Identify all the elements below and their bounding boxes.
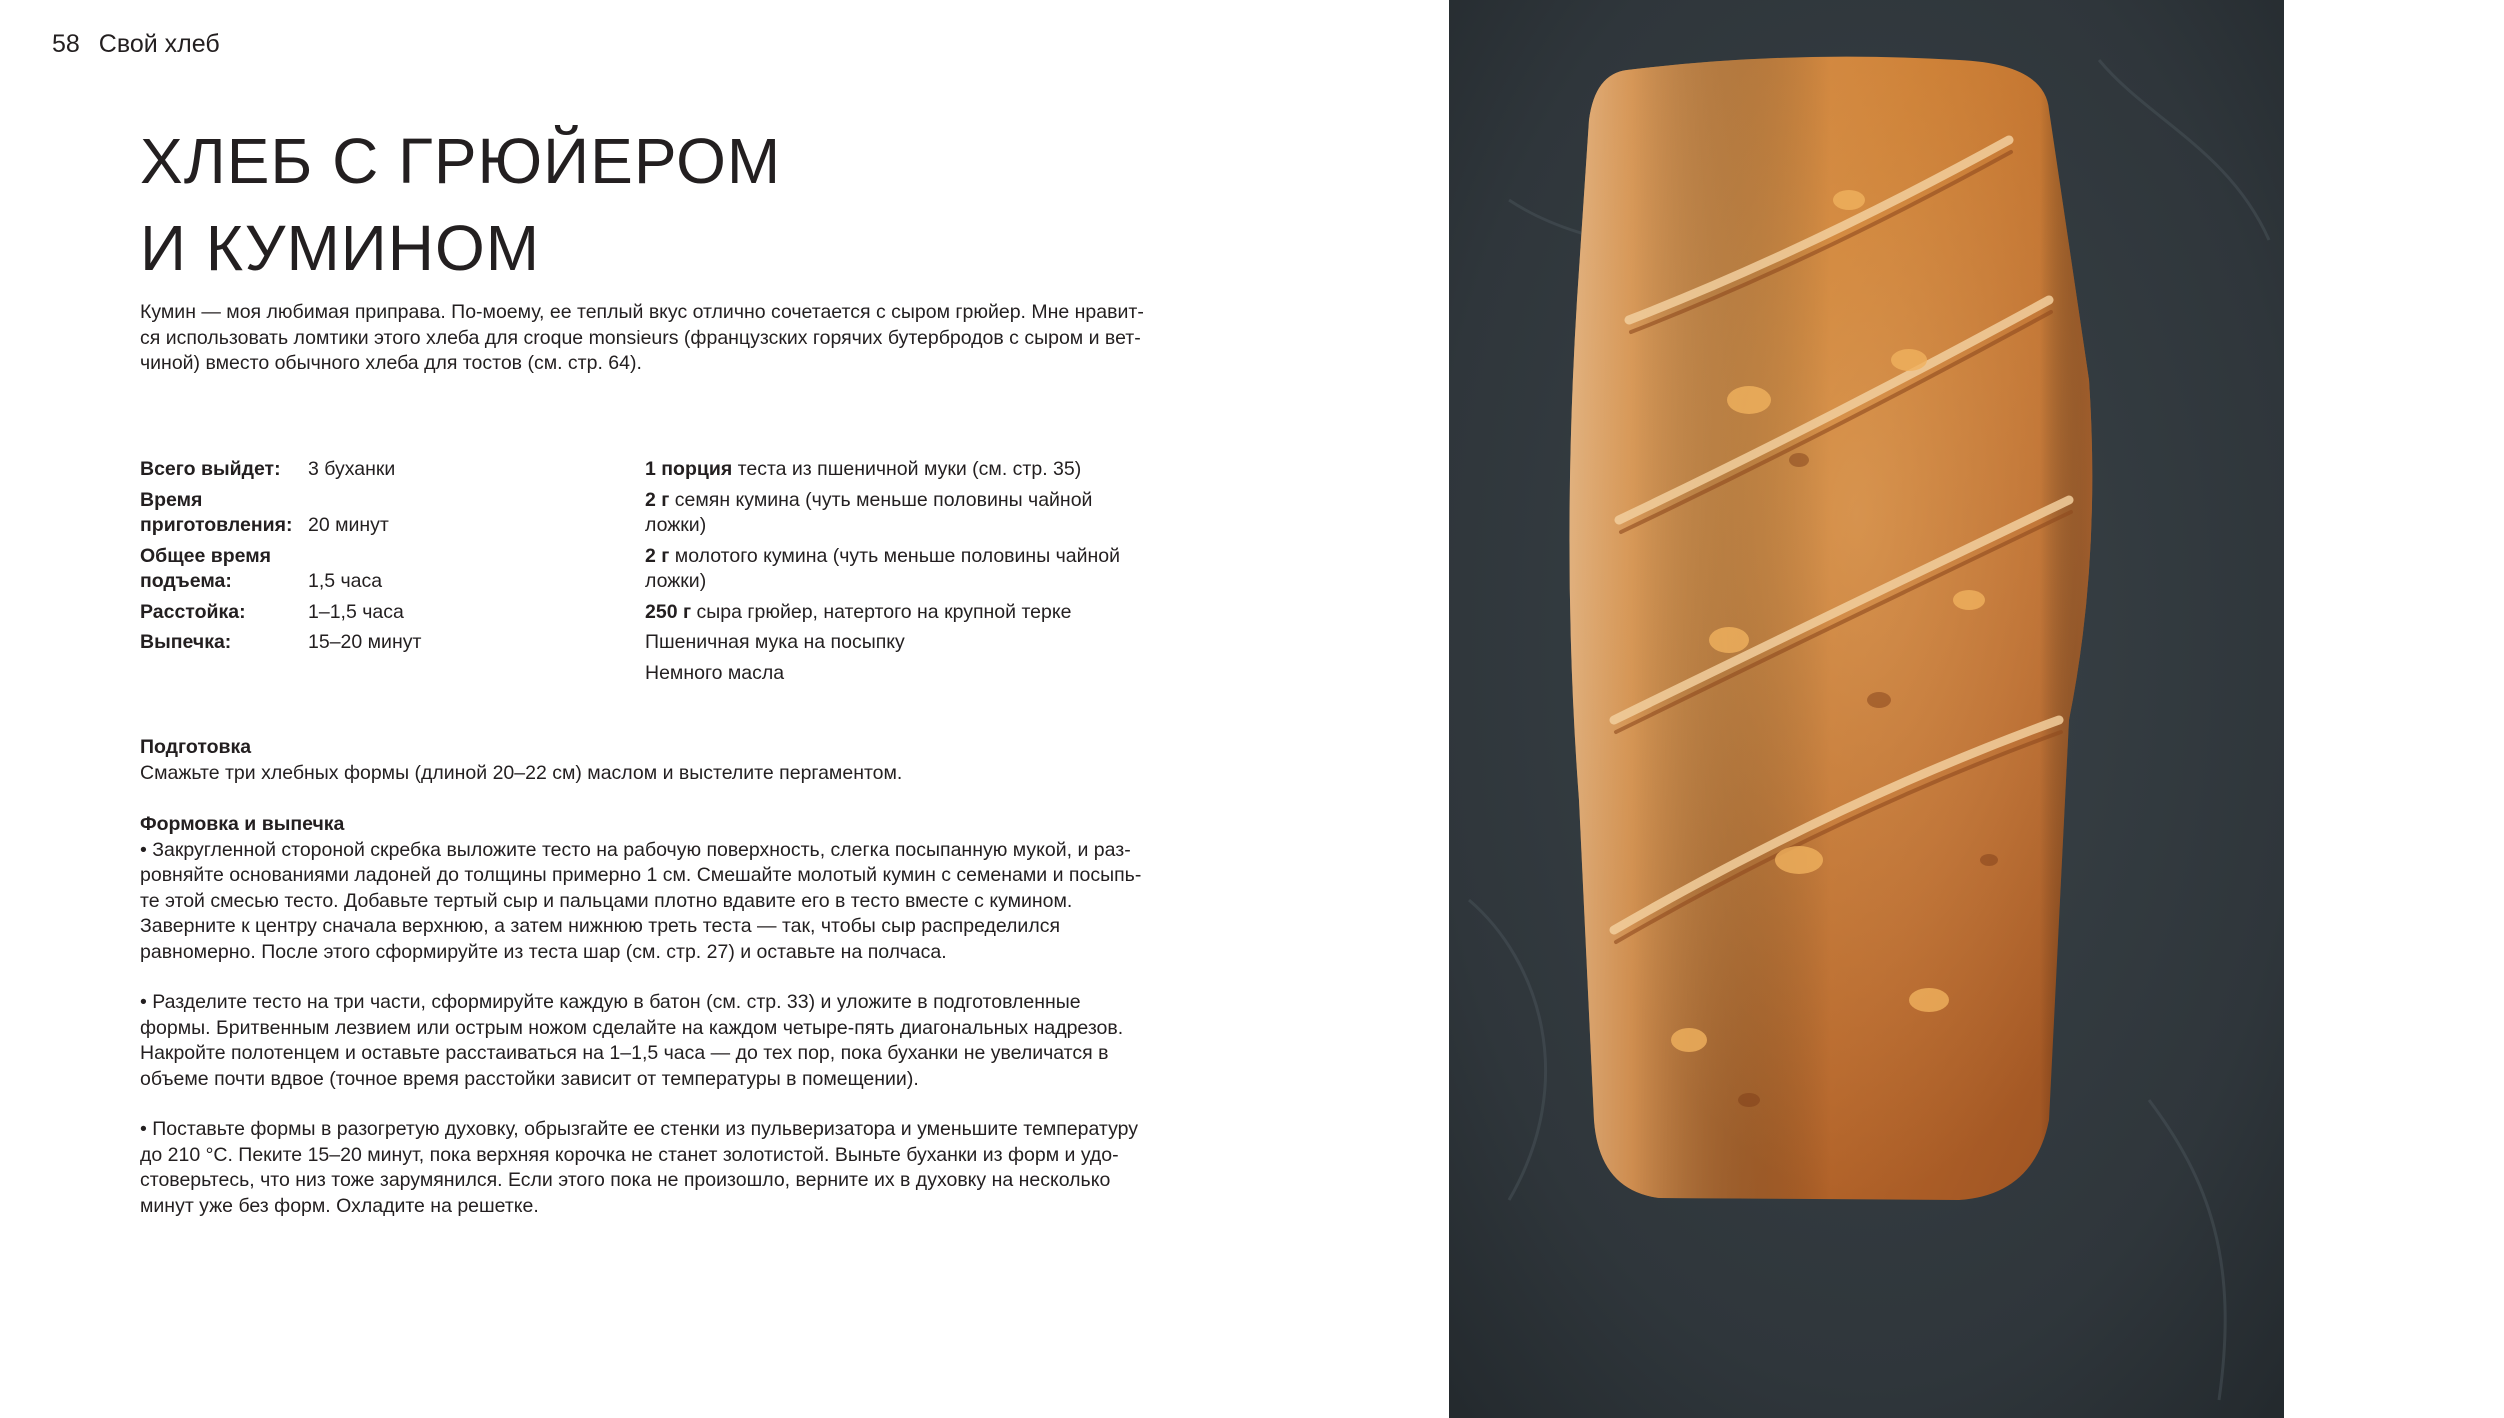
info-row-rise-time <box>140 544 660 595</box>
recipe-title <box>140 118 781 292</box>
info-value: 15–20 минут <box>308 631 422 653</box>
ingredient-item <box>645 661 1150 687</box>
info-label: Выпечка: <box>140 631 232 653</box>
bread-loaf-image <box>1449 0 2284 1418</box>
info-value: 1,5 часа <box>308 570 383 592</box>
preparation-section <box>140 735 1150 786</box>
ingredient-text: сыра грюйер, натертого на крупной терке <box>691 600 1072 623</box>
info-label: Всего выйдет: <box>140 458 281 480</box>
ingredient-amount: 1 порция <box>645 458 733 480</box>
info-row-proofing <box>140 600 660 626</box>
ingredient-amount: 2 г <box>645 544 670 567</box>
section-title: Свой хлеб <box>98 30 220 58</box>
ingredient-text: Немного масла <box>645 661 785 684</box>
ingredient-amount: 250 г <box>645 600 692 623</box>
recipe-title-line-1: ХЛЕБ С ГРЮЙЕРОМ <box>140 125 782 197</box>
ingredient-item <box>645 488 1150 539</box>
ingredient-text: Пшеничная мука на посыпку <box>645 631 905 653</box>
forming-heading: Формовка и выпечка <box>140 813 345 835</box>
info-row-baking <box>140 630 660 656</box>
recipe-intro: Кумин — моя любимая приправа. По-моему, ее теплый вкус отлично сочетается с сыром грюйер. Мне нравится использовать ломтики этого хлеба для croque monsieurs (французских горячих бутербродов с сыром и ветчиной) вместо обычного хлеба для тостов (см. стр. 64). <box>140 301 1144 374</box>
info-row-yield <box>140 457 660 483</box>
ingredient-text: семян кумина (чуть меньше половины чайной ложки) <box>645 488 1093 536</box>
info-value: 3 буханки <box>308 458 396 480</box>
ingredient-amount: 2 г <box>645 488 670 511</box>
ingredient-item <box>645 600 1150 626</box>
info-label: Расстойка: <box>140 600 246 623</box>
ingredient-text: теста из пшеничной муки (см. стр. 35) <box>732 458 1082 480</box>
info-row-prep-time <box>140 488 660 539</box>
info-value: 1–1,5 часа <box>308 600 404 623</box>
running-head <box>52 30 220 59</box>
ingredient-text: молотого кумина (чуть меньше половины чайной ложки) <box>645 544 1121 592</box>
ingredient-item <box>645 457 1150 483</box>
recipe-info <box>140 457 660 661</box>
preparation-text: Смажьте три хлебных формы (длиной 20–22 см) маслом и выстелите пергаментом. <box>140 761 903 784</box>
forming-step: • Разделите тесто на три части, сформируйте каждую в батон (см. стр. 33) и уложите в подготовленные формы. Бритвенным лезвием или острым ножом сделайте на каждом четыре-пять диагональных надрезов. Накройте полотенцем и оставьте расстаиваться на 1–1,5 часа — до тех пор, пока буханки не увеличатся в объеме почти вдвое (точное время расстойки зависит от температуры в помещении). <box>140 991 1124 1090</box>
ingredients-list <box>645 457 1150 691</box>
info-label: Общее время подъема: <box>140 544 272 592</box>
info-label: Время приготовления: <box>140 488 293 536</box>
preparation-heading: Подготовка <box>140 736 252 758</box>
forming-step: • Поставьте формы в разогретую духовку, обрызгайте ее стенки из пульверизатора и уменьшите температуру до 210 °C. Пеките 15–20 минут, пока верхняя корочка не станет золотистой. Выньте буханки из форм и удостоверьтесь, что низ тоже зарумянился. Если этого пока не произошло, верните их в духовку на несколько минут уже без форм. Охладите на решетке. <box>140 1118 1138 1217</box>
page-number: 58 <box>52 30 80 58</box>
recipe-title-line-2: И КУМИНОМ <box>140 212 541 284</box>
ingredient-item <box>645 630 1150 656</box>
forming-section <box>140 812 1150 1244</box>
bread-photo <box>1449 0 2284 1418</box>
info-value: 20 минут <box>308 514 389 536</box>
ingredient-item <box>645 544 1150 595</box>
forming-step: • Закругленной стороной скребка выложите тесто на рабочую поверхность, слегка посыпанную мукой, и разровняйте основаниями ладоней до толщины примерно 1 см. Смешайте молотый кумин с семенами и посыпьте этой смесью тесто. Добавьте тертый сыр и пальцами плотно вдавите его в тесто вместе с кумином. Заверните к центру сначала верхнюю, а затем нижнюю треть теста — так, чтобы сыр распределился равномерно. После этого сформируйте из теста шар (см. стр. 27) и оставьте на полчаса. <box>140 838 1142 963</box>
